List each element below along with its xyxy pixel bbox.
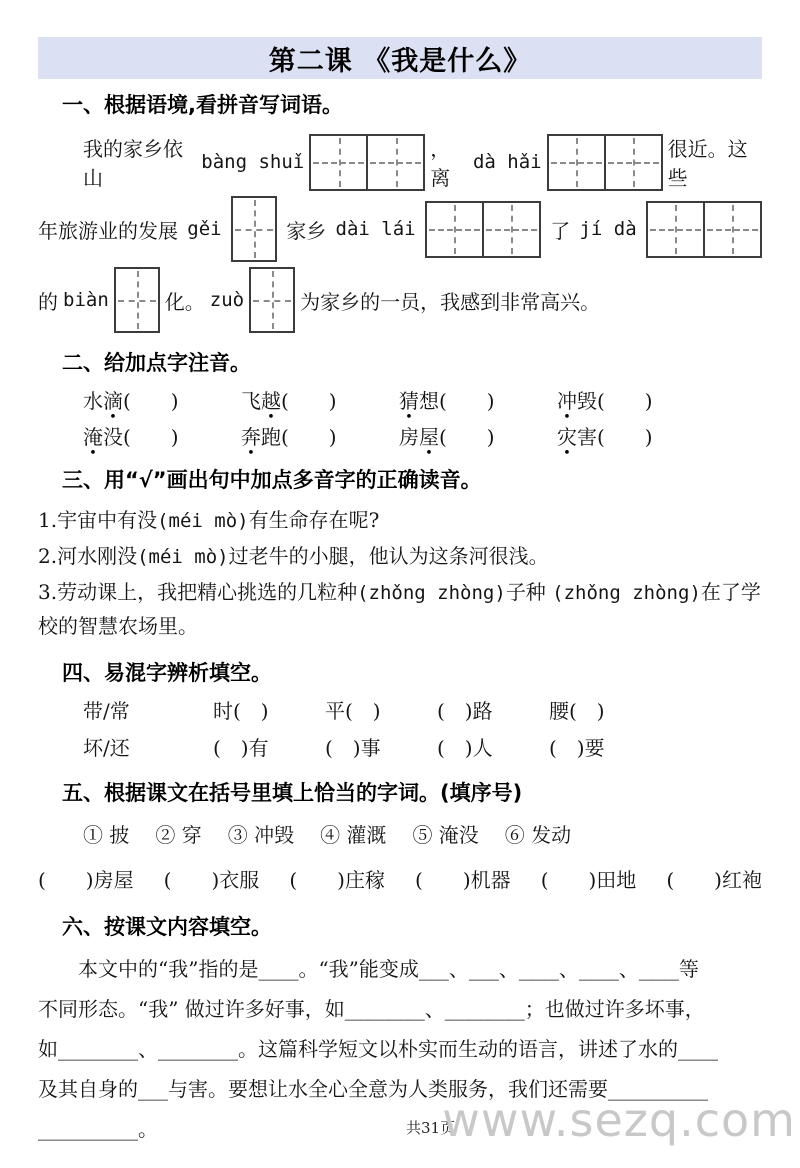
option-item: ④ 灌溉 xyxy=(320,823,387,847)
pinyin-label: gěi xyxy=(187,218,222,240)
sentence xyxy=(38,576,762,643)
section-1-heading: 一、根据语境,看拼音写词语。 xyxy=(62,93,343,117)
worksheet-page xyxy=(0,37,800,1149)
title-band xyxy=(38,37,762,79)
text-fragment: 的 xyxy=(38,289,58,314)
text-fragment: 2.河水刚没 xyxy=(38,544,138,568)
text-fragment: 3.劳动课上，我把精心挑选的几粒种 xyxy=(38,580,358,604)
writing-cell xyxy=(604,136,661,189)
char: 害 xyxy=(577,425,597,449)
pinyin-label: biàn xyxy=(63,289,109,311)
answer-paren: ( ) xyxy=(597,425,653,449)
word-item xyxy=(399,421,557,450)
char: 毁 xyxy=(577,389,597,413)
confusable-chars-exercise xyxy=(38,695,762,761)
blank-line: 不同形态。“我” 做过许多好事，如________、________；也做过许多坏事， xyxy=(38,997,705,1021)
blank-line: 如________、________。这篇科学短文以朴实而生动的语言，讲述了水的____ xyxy=(38,1037,718,1061)
char: 水 xyxy=(83,389,103,413)
dotted-char: 淹 xyxy=(83,425,103,449)
fill-slot: ( )要 xyxy=(549,736,605,760)
text-fragment: 有生命存在呢? xyxy=(248,508,380,532)
pinyin-exercise xyxy=(38,133,762,333)
char: 跑 xyxy=(261,425,281,449)
sentence xyxy=(38,540,762,574)
fill-slot: 时( ) xyxy=(213,699,269,723)
pinyin-label: zuò xyxy=(209,289,245,311)
answer-paren: ( ) xyxy=(123,389,179,413)
pinyin-choice: (zhǒng zhòng) xyxy=(552,582,701,604)
fill-item: ( )衣服 xyxy=(163,868,260,892)
word-item xyxy=(83,421,241,450)
text-fragment: 1.宇宙中有没 xyxy=(38,508,158,532)
text-fragment: 为家乡的一员，我感到非常高兴。 xyxy=(300,289,601,314)
text-fragment: 过老牛的小腿，他认为这条河很浅。 xyxy=(228,544,549,568)
page-title: 第二课 《我是什么》 xyxy=(268,45,532,77)
writing-cell xyxy=(427,203,482,256)
confusable-row xyxy=(38,695,762,724)
answer-paren: ( ) xyxy=(439,425,495,449)
word-item xyxy=(83,385,241,414)
fill-item: ( )庄稼 xyxy=(289,868,385,892)
char: 房 xyxy=(399,425,419,449)
blank-line: 及其自身的___与害。要想让水全心全意为人类服务，我们还需要__________ xyxy=(38,1077,708,1101)
pinyin-choice: (méi mò) xyxy=(157,510,249,532)
text-fragment: 化。 xyxy=(164,289,205,314)
options-row xyxy=(38,819,762,848)
text-fragment: ，离 xyxy=(430,137,451,190)
option-item: ⑥ 发动 xyxy=(504,823,572,847)
section-3-heading: 三、用“√”画出句中加点多音字的正确读音。 xyxy=(62,468,482,492)
dotted-char: 冲 xyxy=(557,389,577,413)
word-item xyxy=(557,421,715,450)
fill-slot: ( )人 xyxy=(437,736,493,760)
fill-slot: 腰( ) xyxy=(549,699,605,723)
pinyin-label: dà hǎi xyxy=(472,151,542,173)
pinyin-label: dài lái xyxy=(335,218,416,240)
annotation-row xyxy=(38,385,762,414)
answer-paren: ( ) xyxy=(281,389,337,413)
dotted-char: 越 xyxy=(261,389,281,413)
option-item: ① 披 xyxy=(83,823,130,847)
section-5-heading: 五、根据课文在括号里填上恰当的字词。(填序号) xyxy=(62,781,523,805)
option-item: ⑤ 淹没 xyxy=(412,823,479,847)
text-fragment: 了 xyxy=(550,218,571,243)
fill-item: ( )机器 xyxy=(415,868,511,892)
writing-cell xyxy=(549,136,604,189)
pinyin-label: jí dà xyxy=(579,218,637,240)
writing-cell xyxy=(233,198,275,260)
pinyin-line xyxy=(38,133,762,191)
answer-paren: ( ) xyxy=(439,389,495,413)
writing-cell xyxy=(251,269,293,331)
fill-slot: ( )路 xyxy=(437,699,493,723)
section-4-heading: 四、易混字辨析填空。 xyxy=(62,661,272,685)
sentence xyxy=(38,504,762,538)
text-fragment: 我的家乡依山 xyxy=(83,137,183,190)
word-item xyxy=(241,385,399,414)
text-fragment: 子种 xyxy=(505,580,553,604)
fill-slot: 平( ) xyxy=(325,699,381,723)
writing-cell xyxy=(311,136,366,189)
pinyin-line xyxy=(38,267,762,333)
writing-box xyxy=(249,267,295,333)
pinyin-label: bàng shuǐ xyxy=(201,151,305,173)
fill-item: ( )田地 xyxy=(540,868,637,892)
fill-item: ( )红袍 xyxy=(666,868,762,892)
option-item: ② 穿 xyxy=(155,823,202,847)
blank-line: 本文中的“我”指的是____。“我”能变成___、___、____、____、____等 xyxy=(78,957,699,981)
pinyin-choice: (méi mò) xyxy=(137,546,229,568)
writing-cell xyxy=(648,203,703,256)
dotted-char: 屋 xyxy=(419,425,439,449)
writing-cell xyxy=(116,269,158,331)
writing-box xyxy=(646,201,762,258)
word-item xyxy=(241,421,399,450)
section-2-heading: 二、给加点字注音。 xyxy=(62,351,251,375)
dotted-char: 灾 xyxy=(557,425,577,449)
char: 想 xyxy=(419,389,439,413)
char: 没 xyxy=(103,425,123,449)
fill-number-exercise xyxy=(38,819,762,893)
option-item: ③ 冲毁 xyxy=(227,823,295,847)
watermark: www.sezq.com xyxy=(442,1093,796,1147)
dotted-char: 滴 xyxy=(103,389,123,413)
char-pair: 坏/还 xyxy=(83,736,130,760)
writing-box xyxy=(547,134,663,191)
annotation-row xyxy=(38,421,762,450)
text-fragment: 年旅游业的发展 xyxy=(38,218,178,243)
fills-row xyxy=(38,864,762,893)
text-fragment: 在了学校的智慧农场里。 xyxy=(38,580,761,638)
page-count: 共31页 xyxy=(406,1119,456,1137)
char: 飞 xyxy=(241,389,261,413)
text-fragment: 家乡 xyxy=(286,218,327,243)
writing-box xyxy=(114,267,160,333)
text-fragment: 很近。这些 xyxy=(667,137,748,190)
pinyin-line xyxy=(38,196,762,262)
fill-slot: ( )有 xyxy=(213,736,269,760)
writing-cell xyxy=(482,203,539,256)
section-6-heading: 六、按课文内容填空。 xyxy=(62,915,272,939)
answer-paren: ( ) xyxy=(281,425,337,449)
writing-box xyxy=(309,134,425,191)
writing-cell xyxy=(366,136,423,189)
writing-box xyxy=(231,196,277,262)
answer-paren: ( ) xyxy=(597,389,653,413)
pinyin-choice: (zhǒng zhòng) xyxy=(357,582,506,604)
polyphone-exercise xyxy=(38,504,762,643)
dotted-char: 奔 xyxy=(241,425,261,449)
blank-line: __________。 xyxy=(38,1117,158,1141)
annotation-exercise xyxy=(38,385,762,450)
dotted-char: 猜 xyxy=(399,389,419,413)
confusable-row xyxy=(38,732,762,761)
fill-slot: ( )事 xyxy=(325,736,381,760)
writing-box xyxy=(425,201,541,258)
answer-paren: ( ) xyxy=(123,425,179,449)
word-item xyxy=(399,385,557,414)
word-item xyxy=(557,385,715,414)
fill-item: ( )房屋 xyxy=(38,868,134,892)
writing-cell xyxy=(703,203,760,256)
char-pair: 带/常 xyxy=(83,699,130,723)
